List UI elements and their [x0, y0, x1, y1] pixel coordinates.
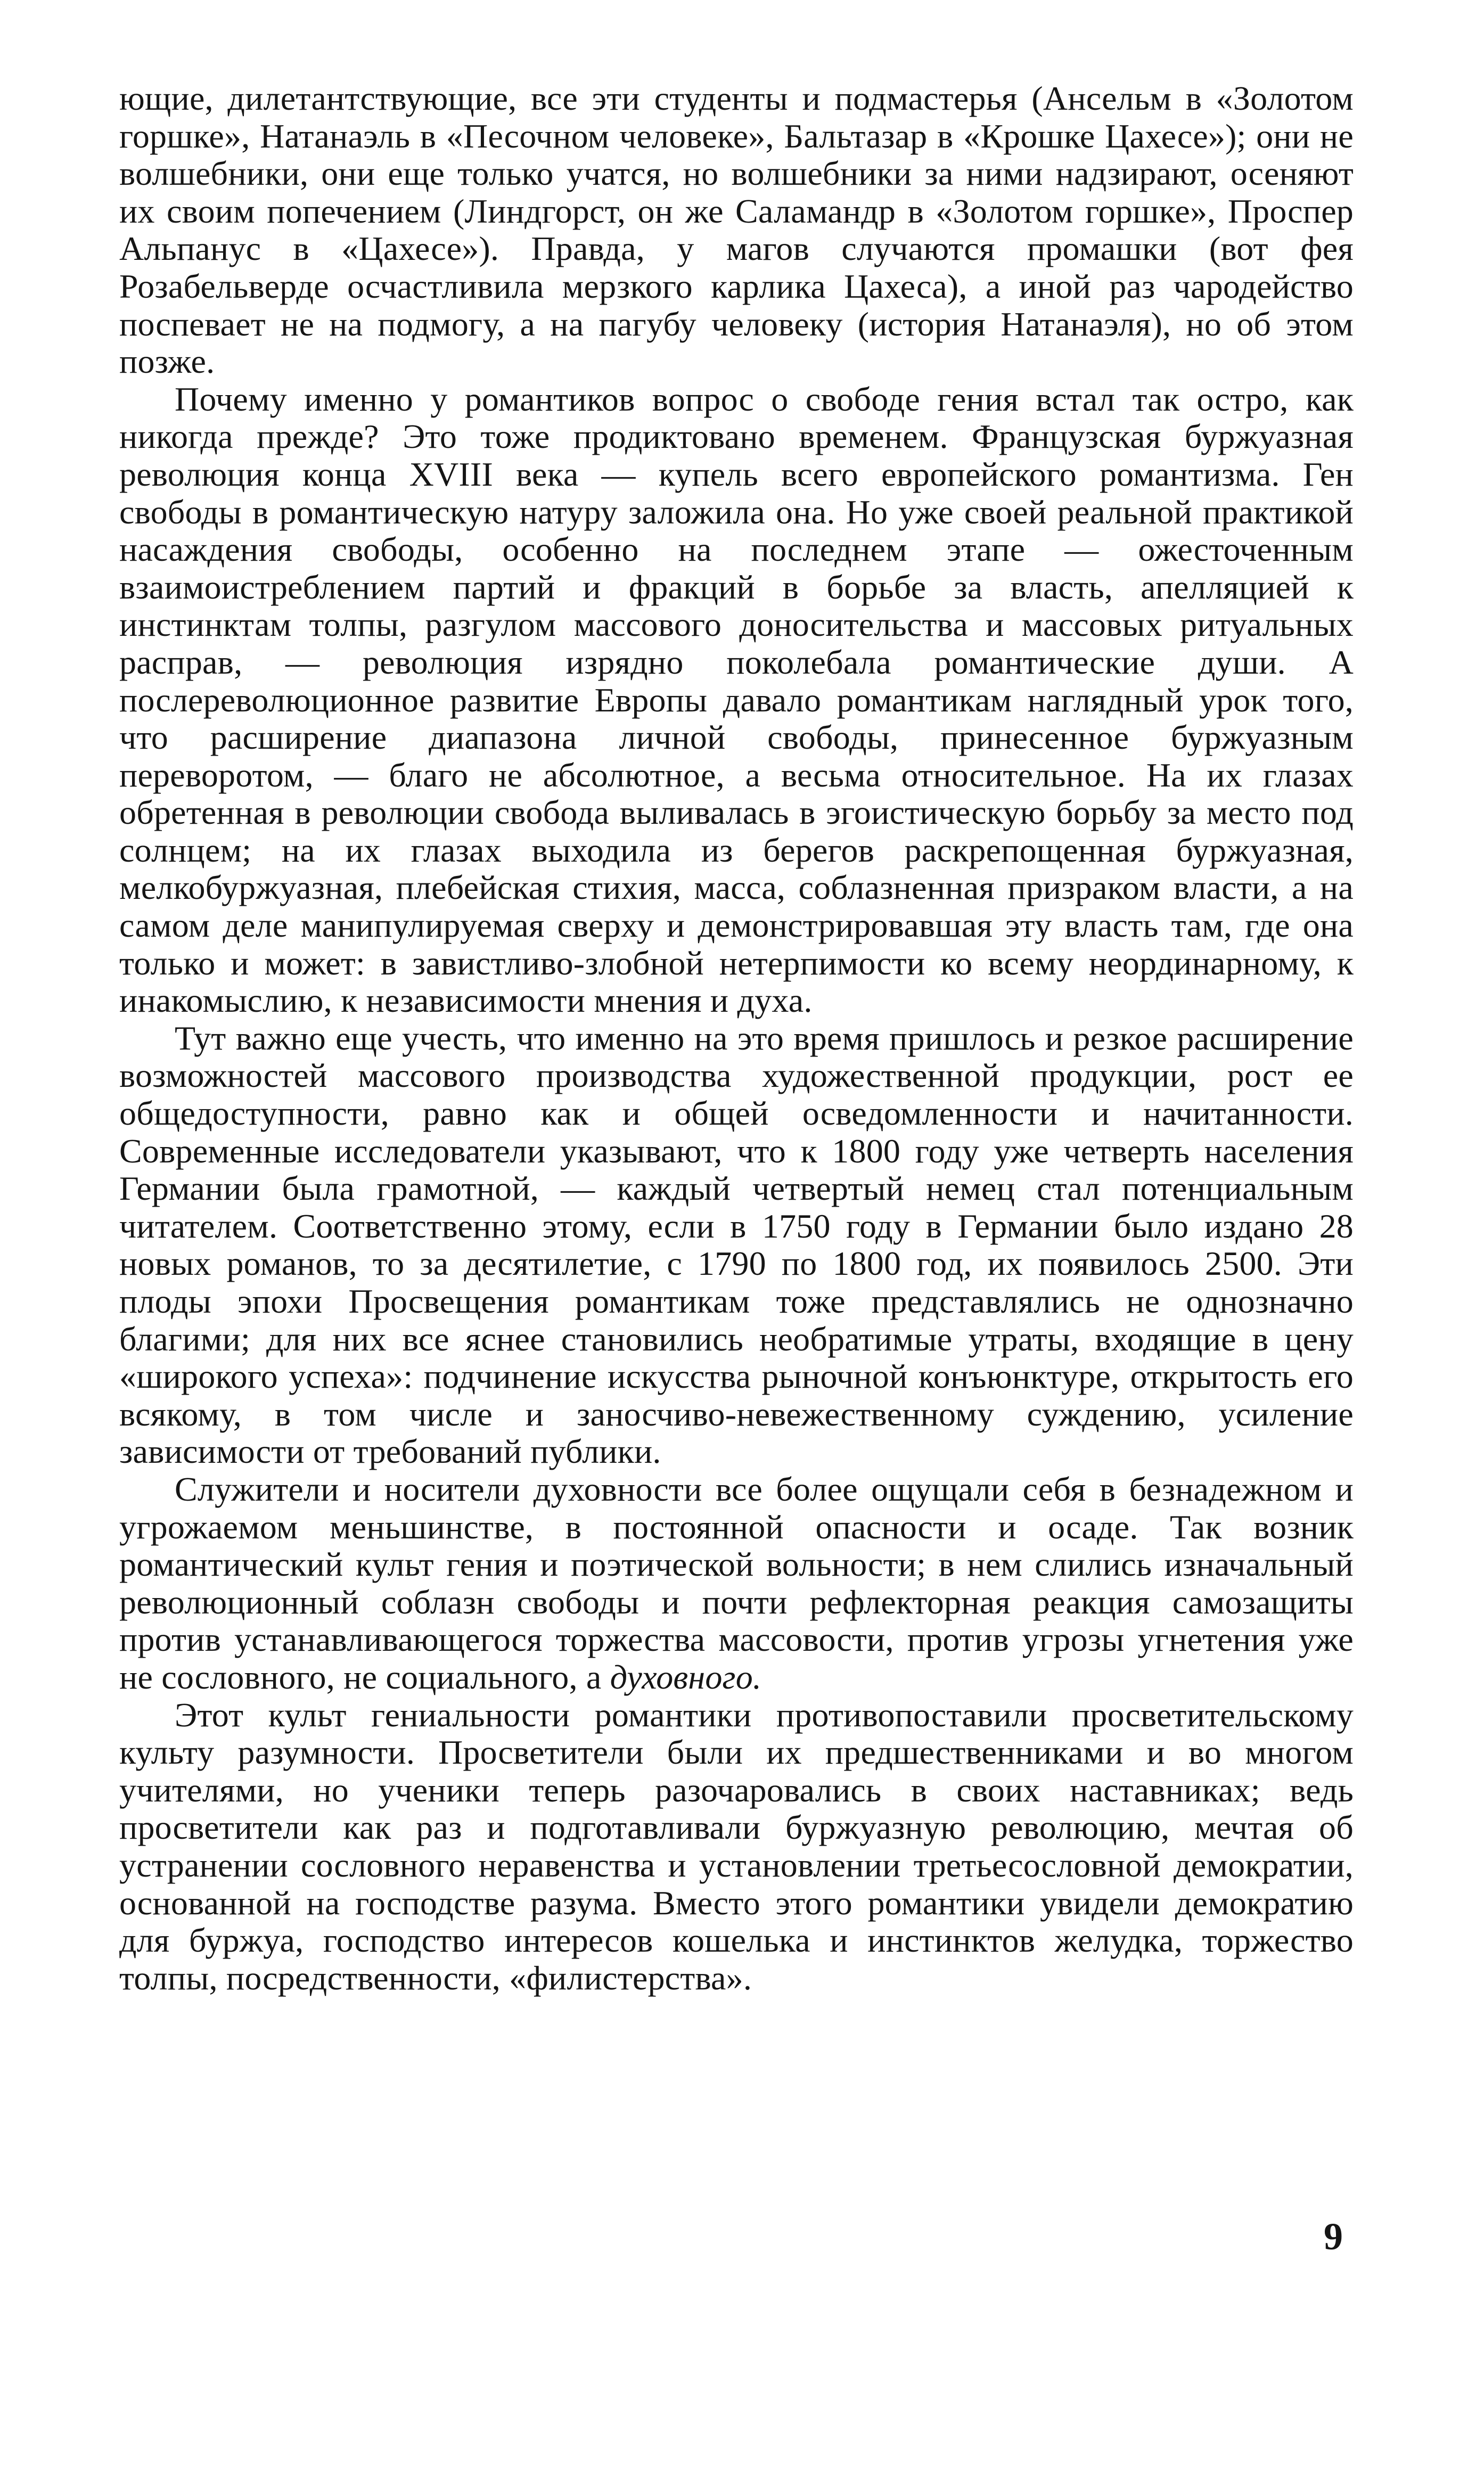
- page-number: 9: [1324, 2215, 1343, 2258]
- page-body: [119, 80, 1354, 1997]
- paragraph-2-text: Почему именно у романтиков вопрос о свободе гения встал так остро, как никогда прежде? Это тоже продиктовано временем. Французская буржуазная революция конца XVIII века — купель всего европейского романтизма. Ген свободы в романтическую натуру заложила она. Но уже своей реальной практикой насаждения свободы, особенно на последнем этапе — ожесточенным взаимоистреблением партий и фракций в борьбе за власть, апелляцией к инстинктам толпы, разгулом массового доносительства и массовых ритуальных расправ, — революция изрядно поколебала романтические души. А послереволюционное развитие Европы давало романтикам наглядный урок того, что расширение диапазона личной свободы, принесенное буржуазным переворотом, — благо не абсолютное, а весьма относительное. На их глазах обретенная в революции свобода выливалась в эгоистическую борьбу за место под солнцем; на их глазах выходила из берегов раскрепощенная буржуазная, мелкобуржуазная, плебейская стихия, масса, соблазненная призраком власти, а на самом деле манипулируемая сверху и демонстрировавшая эту власть там, где она только и может: в завистливо-злобной нетерпимости ко всему неординарному, к инакомыслию, к независимости мнения и духа.: [119, 380, 1354, 1020]
- paragraph-2: [119, 381, 1354, 1020]
- paragraph-4-emphasis: духовного.: [610, 1658, 762, 1696]
- paragraph-4-text: Служители и носители духовности все более ощущали себя в безнадежном и угрожаемом меньшинстве, в постоянной опасности и осаде. Так возник романтический культ гения и поэтической вольности; в нем слились изначальный революционный соблазн свободы и почти рефлекторная реакция самозащиты против устанавливающегося торжества массовости, против угрозы угнетения уже не сословного, не социального, а: [119, 1470, 1354, 1696]
- paragraph-3: [119, 1020, 1354, 1471]
- paragraph-1: [119, 80, 1354, 381]
- paragraph-4: [119, 1471, 1354, 1697]
- paragraph-5: [119, 1697, 1354, 1997]
- paragraph-1-text: ющие, дилетантствующие, все эти студенты и подмастерья (Ансельм в «Золотом горшке», Натанаэль в «Песочном человеке», Бальтазар в «Крошке Цахесе»); они не волшебники, они еще только учатся, но волшебники за ними надзирают, осеняют их своим попечением (Линдгорст, он же Саламандр в «Золотом горшке», Проспер Альпанус в «Цахесе»). Правда, у магов случаются промашки (вот фея Розабельверде осчастливила мерзкого карлика Цахеса), а иной раз чародейство поспевает не на подмогу, а на пагубу человеку (история Натанаэля), но об этом позже.: [119, 79, 1354, 381]
- paragraph-3-text: Тут важно еще учесть, что именно на это время пришлось и резкое расширение возможностей массового производства художественной продукции, рост ее общедоступности, равно как и общей осведомленности и начитанности. Современные исследователи указывают, что к 1800 году уже четверть населения Германии была грамотной, — каждый четвертый немец стал потенциальным читателем. Соответственно этому, если в 1750 году в Германии было издано 28 новых романов, то за десятилетие, с 1790 по 1800 год, их появилось 2500. Эти плоды эпохи Просвещения романтикам тоже представлялись не однозначно благими; для них все яснее становились необратимые утраты, входящие в цену «широкого успеха»: подчинение искусства рыночной конъюнктуре, открытость его всякому, в том числе и заносчиво-невежественному суждению, усиление зависимости от требований публики.: [119, 1019, 1354, 1471]
- paragraph-5-text: Этот культ гениальности романтики противопоставили просветительскому культу разумности. Просветители были их предшественниками и во многом учителями, но ученики теперь разочаровались в своих наставниках; ведь просветители как раз и подготавливали буржуазную революцию, мечтая об устранении сословного неравенства и установлении третьесословной демократии, основанной на господстве разума. Вместо этого романтики увидели демократию для буржуа, господство интересов кошелька и инстинктов желудка, торжество толпы, посредственности, «филистерства».: [119, 1695, 1354, 1997]
